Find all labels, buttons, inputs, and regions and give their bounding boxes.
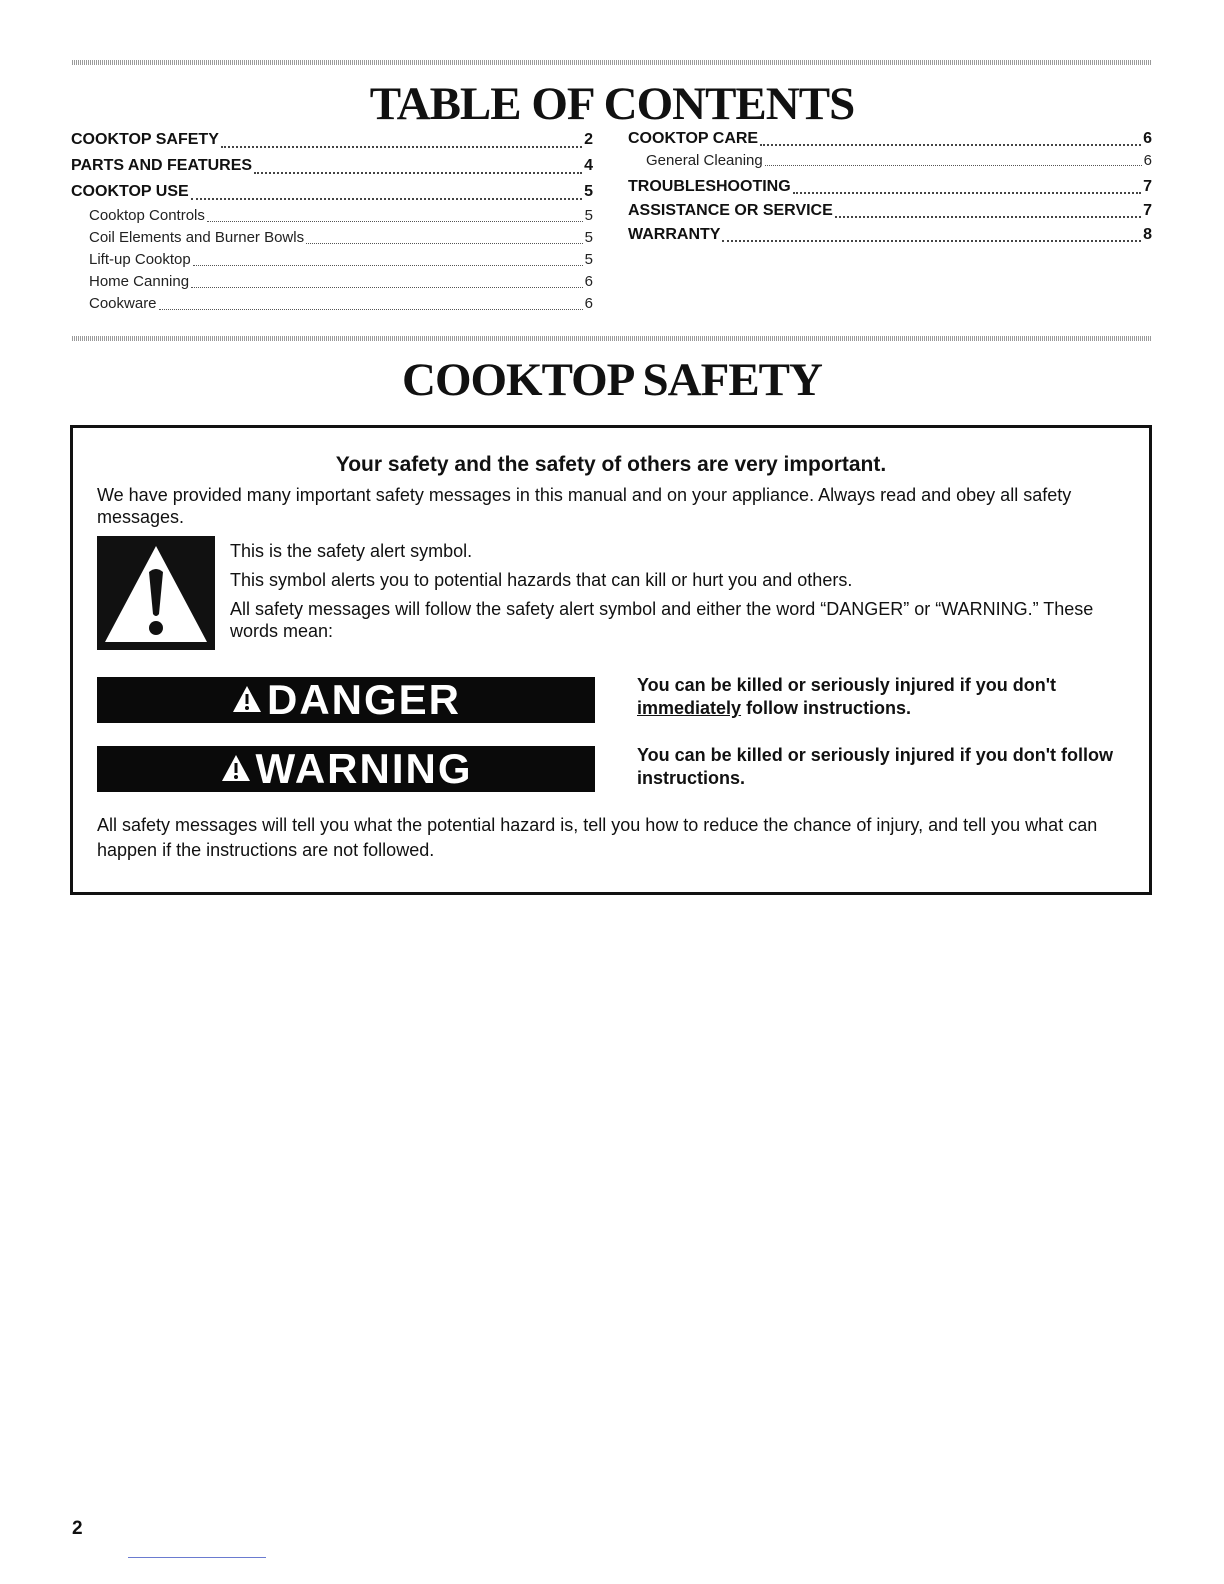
toc-entry-page: 5 bbox=[584, 183, 593, 200]
toc-entry-page: 5 bbox=[584, 207, 593, 224]
warning-label: WARNING bbox=[255, 745, 473, 792]
toc-entry[interactable] bbox=[628, 223, 1152, 247]
top-divider bbox=[72, 60, 1152, 65]
toc-entry-page: 8 bbox=[1143, 226, 1152, 243]
alert-line-2: This symbol alerts you to potential hazards that can kill or hurt you and others. bbox=[230, 570, 853, 590]
toc-entry-label: Cooktop Controls bbox=[89, 207, 205, 224]
page-number: 2 bbox=[72, 1518, 83, 1539]
toc-leader-dots bbox=[306, 242, 583, 244]
toc-leader-dots bbox=[191, 286, 583, 288]
toc-entry[interactable] bbox=[628, 151, 1152, 171]
danger-desc-emphasis: immediately bbox=[637, 698, 742, 718]
toc-entry-page: 7 bbox=[1143, 178, 1152, 195]
toc-leader-dots bbox=[159, 308, 583, 310]
alert-line-3: All safety messages will follow the safety alert symbol and either the word “DANGER” or “WARNING.” These words mean: bbox=[230, 599, 1094, 641]
toc-entry-page: 6 bbox=[1143, 152, 1152, 169]
toc-entry[interactable] bbox=[71, 153, 593, 179]
toc-leader-dots bbox=[207, 220, 583, 222]
warning-triangle-icon bbox=[220, 745, 252, 793]
toc-leader-dots bbox=[193, 264, 583, 266]
danger-label: DANGER bbox=[266, 676, 461, 723]
danger-description bbox=[637, 674, 1137, 720]
toc-entry[interactable] bbox=[71, 293, 593, 315]
toc-leader-dots bbox=[254, 171, 582, 174]
toc-entry-label: COOKTOP CARE bbox=[628, 130, 759, 147]
toc-leader-dots bbox=[191, 197, 582, 200]
toc-leader-dots bbox=[760, 143, 1141, 146]
warning-signal bbox=[97, 746, 595, 792]
danger-signal bbox=[97, 677, 595, 723]
toc-entry-page: 7 bbox=[1143, 202, 1152, 219]
toc-entry[interactable] bbox=[628, 199, 1152, 223]
toc-entry-page: 5 bbox=[584, 251, 593, 268]
toc-entry-page: 4 bbox=[584, 157, 593, 174]
toc-entry[interactable] bbox=[71, 271, 593, 293]
toc-entry-page: 2 bbox=[584, 131, 593, 148]
toc-entry-label: PARTS AND FEATURES bbox=[71, 157, 253, 174]
toc-entry[interactable] bbox=[71, 127, 593, 153]
toc-entry[interactable] bbox=[71, 227, 593, 249]
toc-entry-label: TROUBLESHOOTING bbox=[628, 178, 791, 195]
toc-leader-dots bbox=[765, 164, 1142, 166]
toc-leader-dots bbox=[793, 191, 1141, 194]
toc-left-column bbox=[71, 127, 593, 315]
toc-entry-label: COOKTOP SAFETY bbox=[71, 131, 219, 148]
safety-box-title: Your safety and the safety of others are very important. bbox=[335, 453, 887, 476]
toc-entry-label: WARRANTY bbox=[628, 226, 721, 243]
toc-entry[interactable] bbox=[71, 205, 593, 227]
safety-box bbox=[70, 425, 1152, 895]
toc-entry-label: Coil Elements and Burner Bowls bbox=[89, 229, 305, 246]
safety-alert-icon bbox=[97, 536, 215, 650]
toc-entry-label: ASSISTANCE OR SERVICE bbox=[628, 202, 833, 219]
alert-explanation bbox=[230, 540, 1110, 642]
toc-entry[interactable] bbox=[71, 179, 593, 205]
safety-intro: We have provided many important safety messages in this manual and on your appliance. Always read and obey all safety messages. bbox=[97, 485, 1072, 527]
toc-entry-page: 6 bbox=[1143, 130, 1152, 147]
toc-right-column bbox=[628, 127, 1152, 247]
warning-triangle-icon bbox=[231, 676, 263, 724]
footer-line bbox=[128, 1557, 266, 1558]
middle-divider bbox=[72, 336, 1152, 341]
toc-entry[interactable] bbox=[628, 127, 1152, 151]
warning-description: You can be killed or seriously injured if you don't follow instructions. bbox=[637, 745, 1113, 788]
danger-desc-line-1: You can be killed or seriously injured if you don't bbox=[637, 675, 1057, 695]
safety-heading: COOKTOP SAFETY bbox=[402, 354, 822, 406]
toc-entry-label: Lift-up Cooktop bbox=[89, 251, 191, 268]
toc-heading: TABLE OF CONTENTS bbox=[369, 78, 855, 130]
toc-leader-dots bbox=[722, 239, 1141, 242]
toc-entry-label: Home Canning bbox=[89, 273, 190, 290]
toc-entry-page: 6 bbox=[584, 295, 593, 312]
safety-outro: All safety messages will tell you what the potential hazard is, tell you how to reduce the chance of injury, and tell you what can happen if the instructions are not followed. bbox=[97, 815, 1098, 860]
toc-entry[interactable] bbox=[628, 175, 1152, 199]
toc-entry-label: COOKTOP USE bbox=[71, 183, 189, 200]
toc-leader-dots bbox=[221, 145, 582, 148]
toc-entry-label: Cookware bbox=[89, 295, 157, 312]
toc-entry-label: General Cleaning bbox=[646, 152, 763, 169]
danger-desc-line-2: follow instructions. bbox=[746, 698, 912, 718]
toc-entry[interactable] bbox=[71, 249, 593, 271]
toc-leader-dots bbox=[835, 215, 1141, 218]
toc-entry-page: 5 bbox=[584, 229, 593, 246]
alert-line-1: This is the safety alert symbol. bbox=[230, 541, 473, 561]
toc-entry-page: 6 bbox=[584, 273, 593, 290]
